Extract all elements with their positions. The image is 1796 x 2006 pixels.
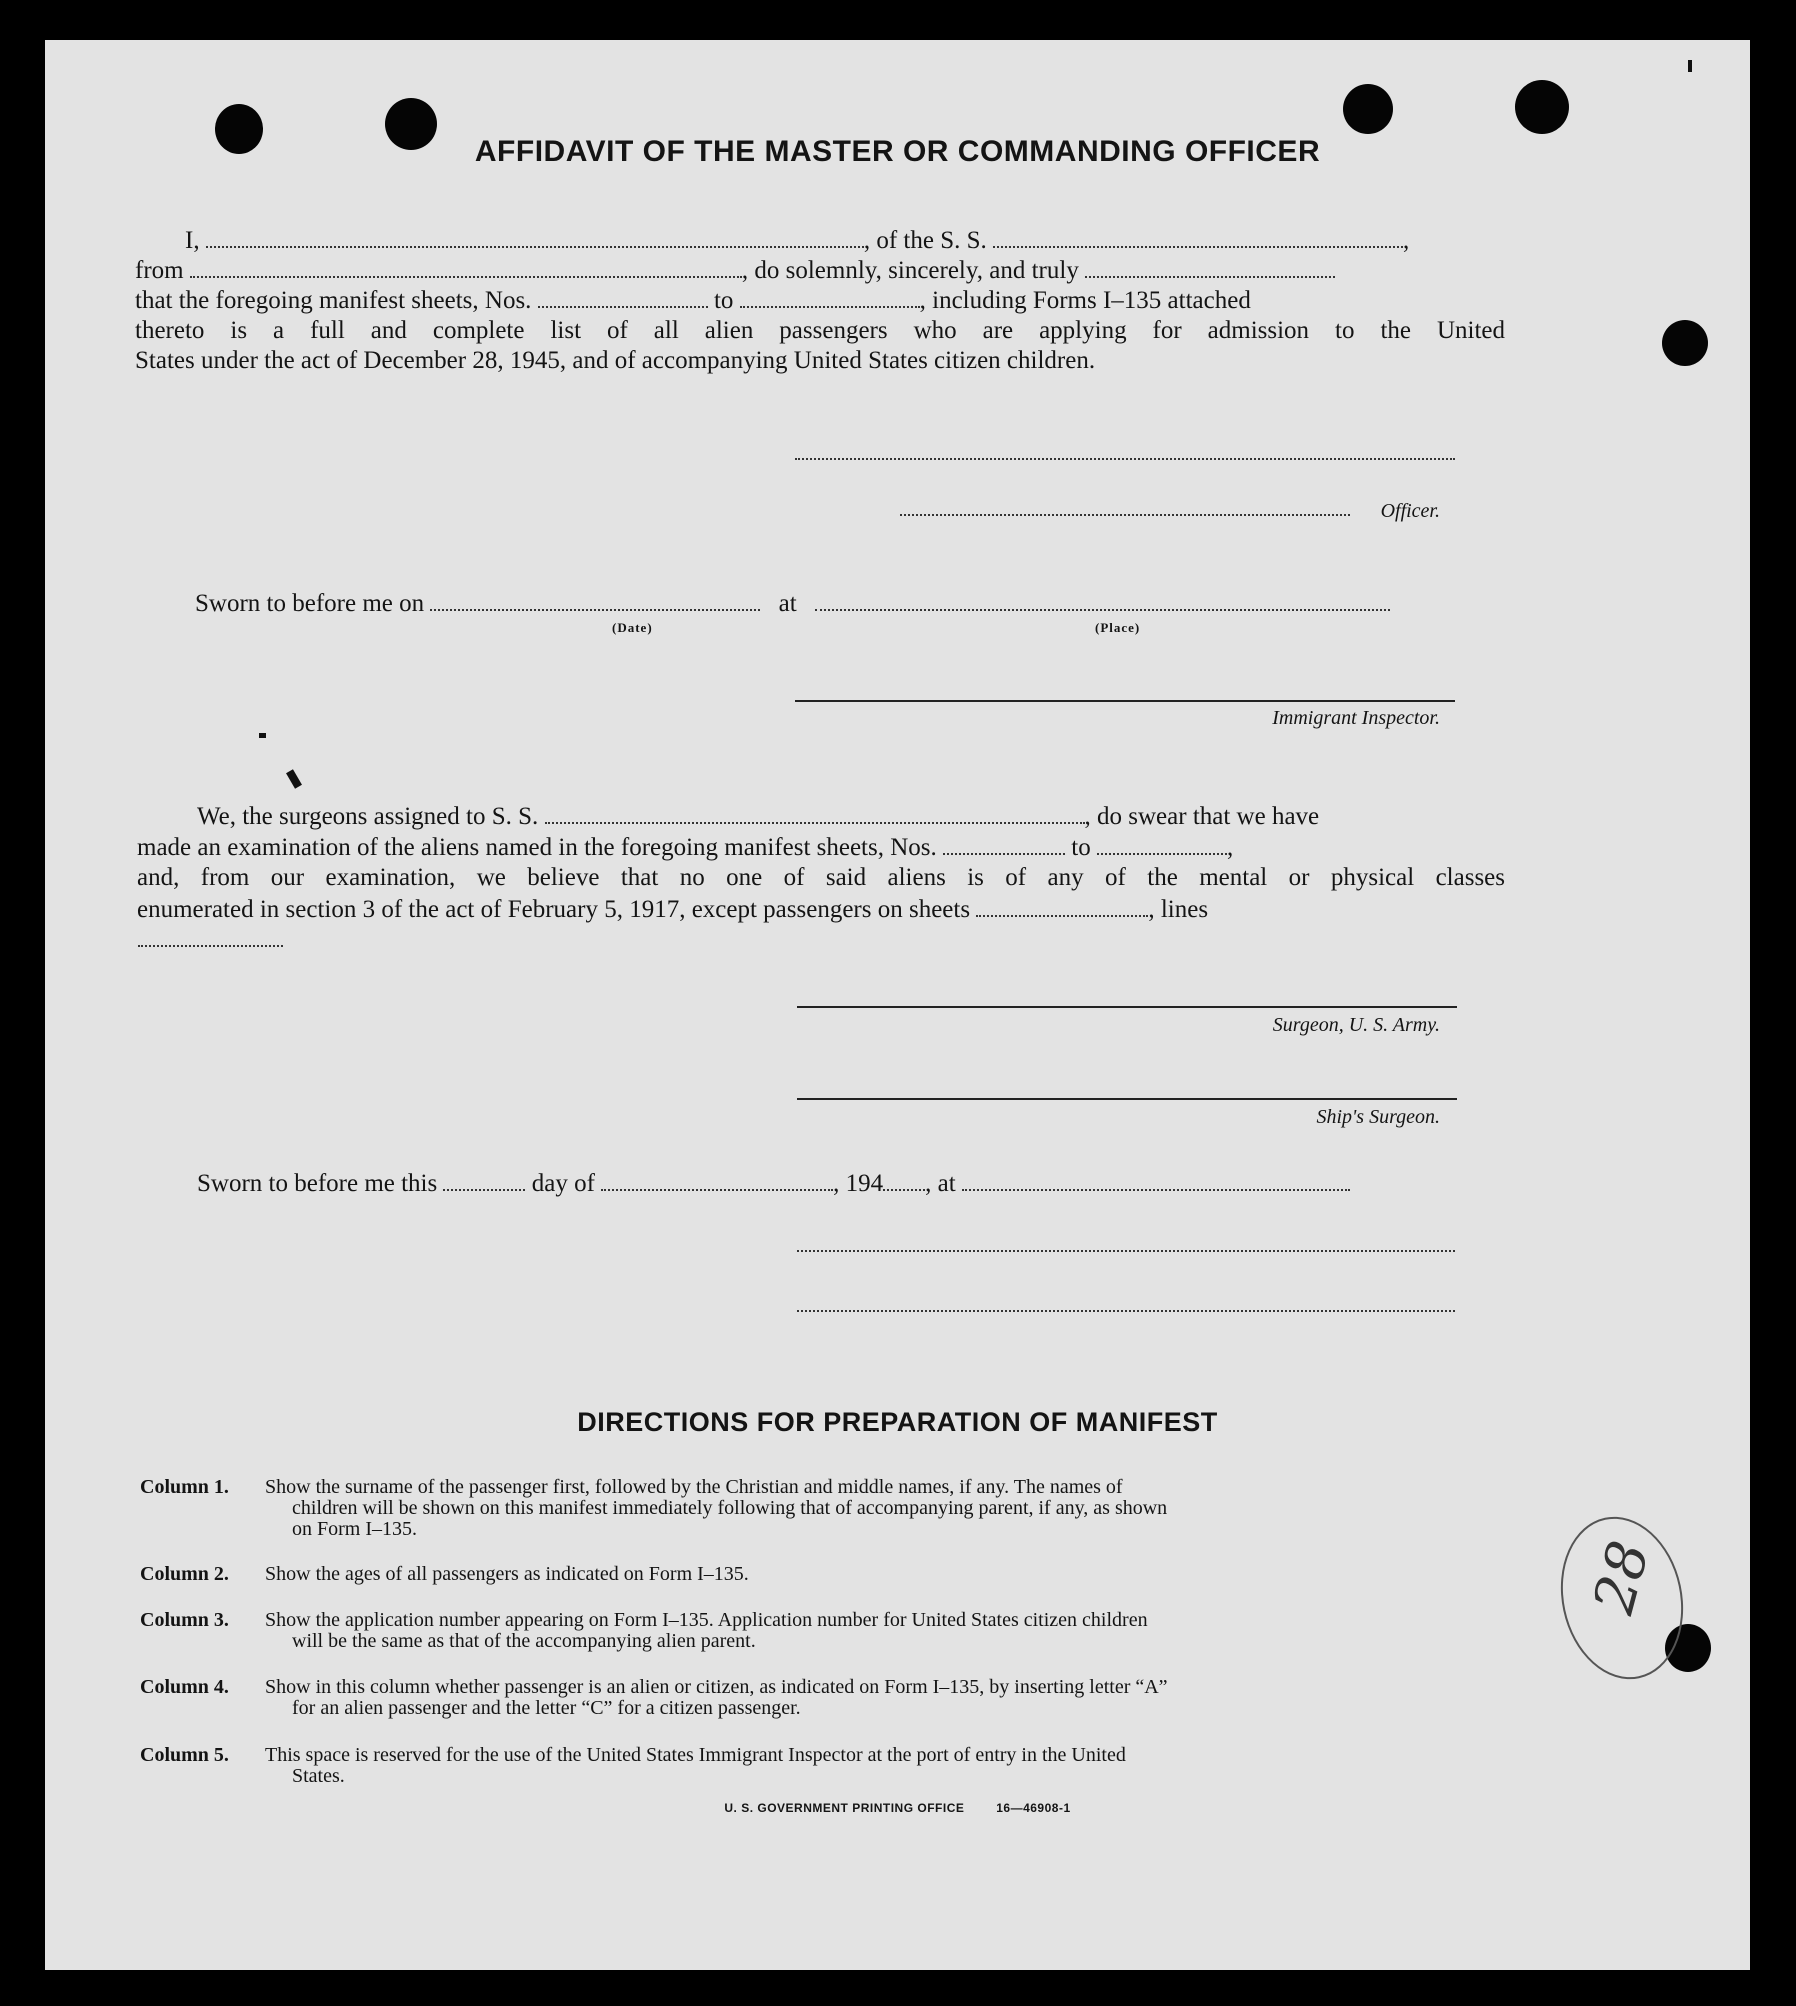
directions-title: DIRECTIONS FOR PREPARATION OF MANIFEST <box>577 1407 1218 1437</box>
officer-title-line[interactable] <box>900 514 1350 516</box>
sworn-place-field-2[interactable] <box>962 1169 1350 1191</box>
sworn-line-2: Sworn to before me this day of , 194 , at <box>197 1169 1350 1197</box>
sworn-date-field[interactable] <box>430 589 760 611</box>
sworn-day-field[interactable] <box>443 1169 525 1191</box>
affidavit-line-4: thereto is a full and complete list of all alien passengers who are applying for admission to the United <box>135 317 1505 344</box>
surgeons-line-2: made an examination of the aliens named in the foregoing manifest sheets, Nos. to , <box>137 834 1234 861</box>
from-port-field[interactable] <box>190 256 742 278</box>
sworn-year-field[interactable] <box>883 1169 925 1191</box>
affidavit-line-1: I, , of the S. S. , <box>185 227 1410 254</box>
surgeons-line-3: and, from our examination, we believe that no one of said aliens is of any of the mental or physical classes <box>137 864 1505 891</box>
inspector-signature-line-2[interactable] <box>797 1250 1455 1252</box>
officer-label: Officer. <box>1380 500 1440 522</box>
affidavit-line-3: that the foregoing manifest sheets, Nos. to , including Forms I–135 attached <box>135 287 1251 314</box>
master-name-field[interactable] <box>206 226 864 248</box>
army-surgeon-label: Surgeon, U. S. Army. <box>1272 1014 1440 1036</box>
inspector-label: Immigrant Inspector. <box>1272 707 1440 729</box>
except-lines-field[interactable] <box>138 945 283 947</box>
ink-speck <box>259 733 266 738</box>
surgeons-line-1: We, the surgeons assigned to S. S. , do swear that we have <box>197 803 1320 830</box>
inspector-signature-line[interactable] <box>795 700 1455 702</box>
affidavit-title: AFFIDAVIT OF THE MASTER OR COMMANDING OFFICER <box>474 135 1321 168</box>
sworn-month-field[interactable] <box>601 1169 833 1191</box>
affidavit-line-2: from , do solemnly, sincerely, and truly <box>135 256 1335 284</box>
punch-hole <box>1662 320 1708 366</box>
sheet-to-field[interactable] <box>740 286 920 308</box>
ship-surgeon-signature-line[interactable] <box>797 1098 1457 1100</box>
handwritten-page-number: 28 <box>1581 1534 1663 1621</box>
punch-hole <box>1515 80 1569 134</box>
ship-surgeon-label: Ship's Surgeon. <box>1316 1106 1440 1128</box>
ink-speck <box>1688 60 1692 72</box>
surgeons-line-4: enumerated in section 3 of the act of February 5, 1917, except passengers on sheets , lines <box>137 896 1209 923</box>
ink-speck <box>286 769 302 789</box>
sheet-from-field[interactable] <box>538 286 708 308</box>
inspector-title-line-2[interactable] <box>797 1310 1455 1312</box>
place-caption: (Place) <box>1095 620 1141 635</box>
surgeon-ship-field[interactable] <box>545 802 1085 824</box>
sworn-line-1: Sworn to before me on at <box>195 589 1390 617</box>
affidavit-line-5: States under the act of December 28, 1945, and of accompanying United States citizen children. <box>135 347 1096 374</box>
date-caption: (Date) <box>612 620 653 635</box>
printer-footer: U. S. GOVERNMENT PRINTING OFFICE 16—46908-1 <box>724 1801 1071 1815</box>
form-page: AFFIDAVIT OF THE MASTER OR COMMANDING OFFICER I, , of the S. S. , from , do solemnly, sincerely, and truly that the foregoing manifest sheets, Nos. to , including Forms I–135 attached thereto is a full and complete list of all alien passengers who are applying for admission to the United States under the act of December 28, 1945, and of accompanying United States citizen children. Officer. Sworn to before me on at (Date) (Place) Immigrant Inspector. We, the surgeons assigned to S. S. , do swear that we have made an examination of the aliens named in the foregoing manifest sheets, Nos. to , and, from our examination, we believe that no one of said aliens is of any of the mental or physical classes enumerated in section 3 of the act of February 5, 1917, except passengers on sheets , lines Surgeon, U. S. Army. Ship's Surgeon. Sworn to before me this day of , 194 , at DIRECTIONS FOR PREPARATION OF MANIFEST Column 1. Show the surname of the passenger first, followed by the Christian and middle names, if any. The names of children will be shown on this manifest immediately following that of accompanying parent, if any, as shown on Form I–135. Column 2. Show the ages of all passengers as indicated on Form I–135. Column 3. Show the application number appearing on Form I–135. Application number for United States citizen children will be the same as that of the accompanying alien parent. Column 4. Show in this column whether passenger is an alien or citizen, as indicated on Form I–135, by inserting letter “A” for an alien passenger and the letter “C” for a citizen passenger. Column 5. This space is reserved for the use of the United States Immigrant Inspector at the port of entry in the United States. U. S. GOVERNMENT PRINTING OFFICE 16—46908-1 28 <box>45 40 1750 1970</box>
declaration-field[interactable] <box>1085 256 1335 278</box>
exam-sheet-from-field[interactable] <box>943 833 1065 855</box>
officer-signature-line[interactable] <box>795 458 1455 460</box>
sworn-place-field[interactable] <box>815 589 1390 611</box>
army-surgeon-signature-line[interactable] <box>797 1006 1457 1008</box>
ship-name-field[interactable] <box>993 226 1403 248</box>
except-sheets-field[interactable] <box>976 895 1148 917</box>
punch-hole <box>1343 84 1393 134</box>
exam-sheet-to-field[interactable] <box>1097 833 1227 855</box>
